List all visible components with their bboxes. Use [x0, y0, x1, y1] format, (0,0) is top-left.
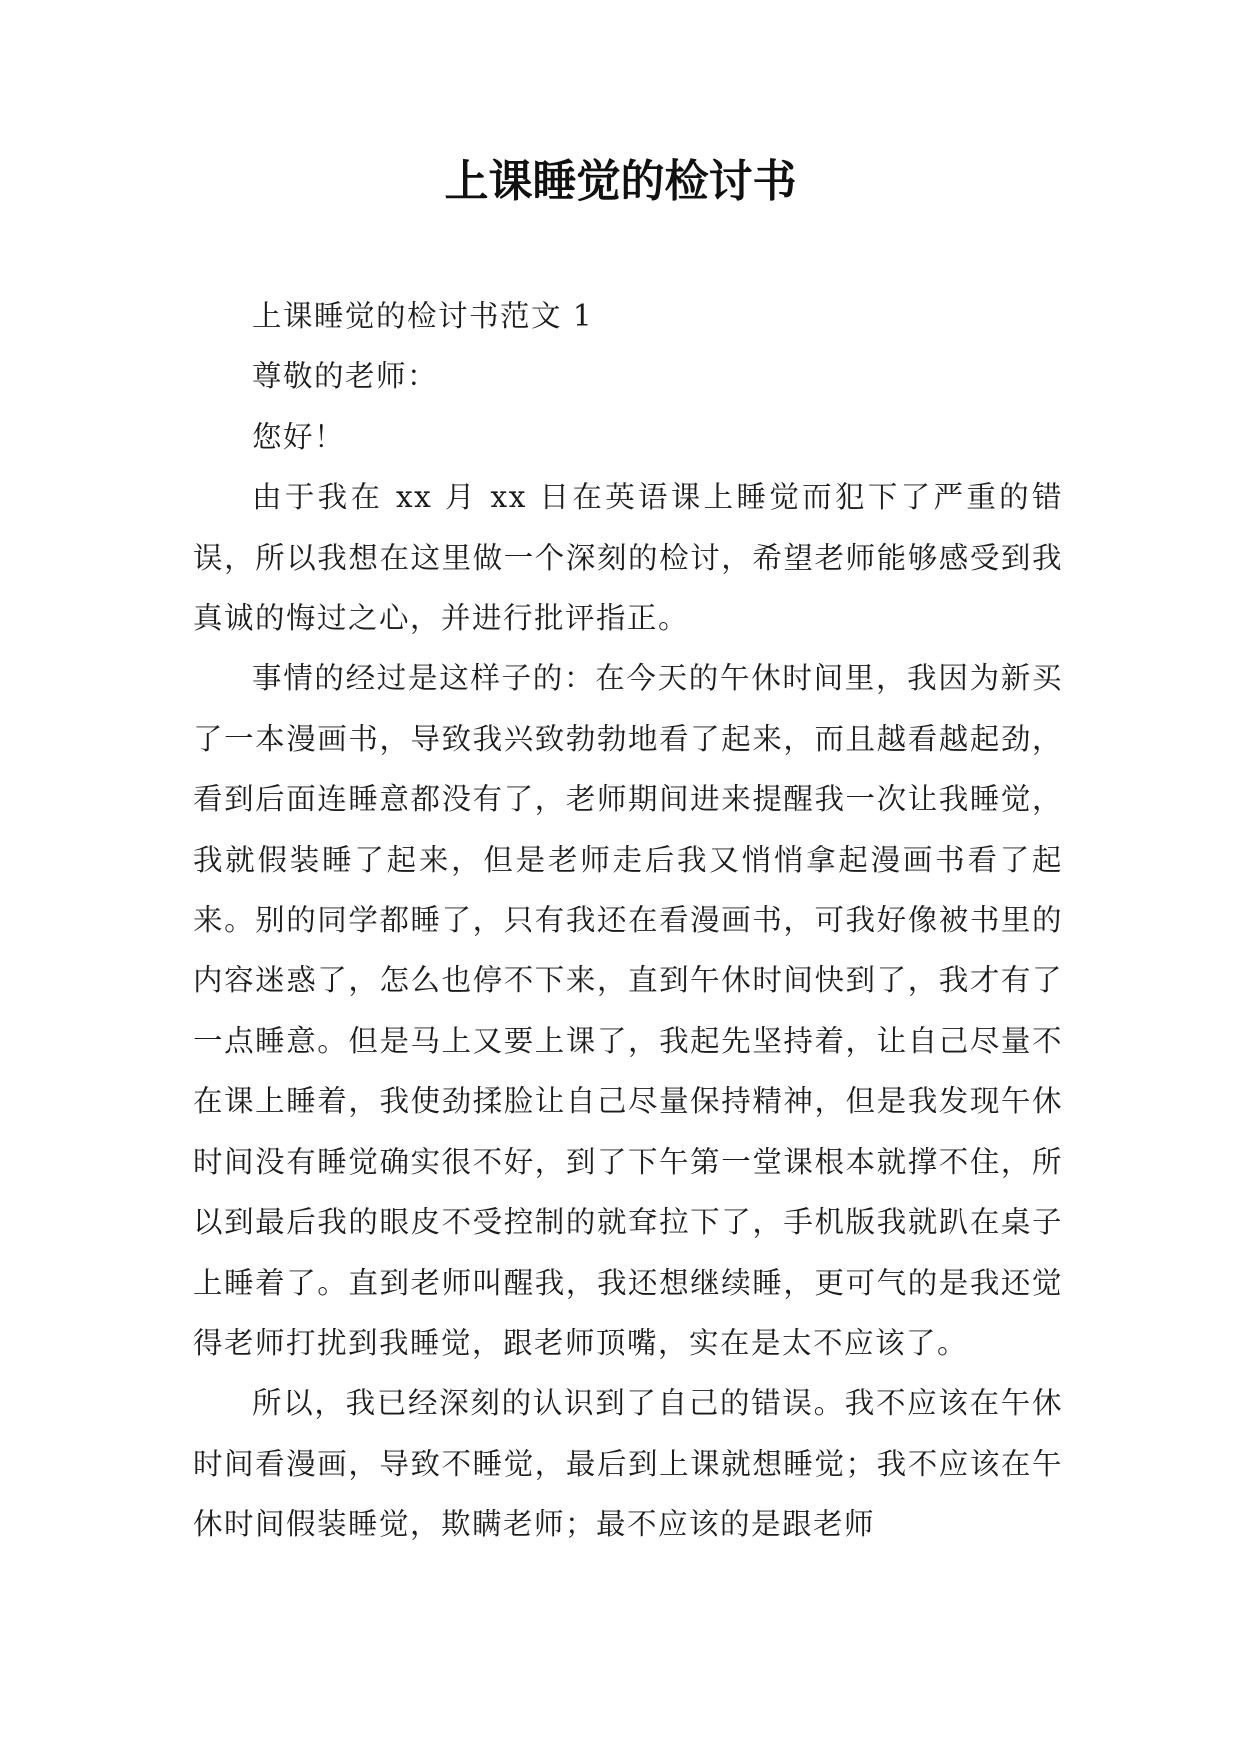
body-paragraph-3: 所以，我已经深刻的认识到了自己的错误。我不应该在午休时间看漫画，导致不睡觉，最后到上课就想睡觉；我不应该在午休时间假装睡觉，欺瞒老师；最不应该的是跟老师	[193, 1386, 1063, 1542]
greeting-line: 您好！	[252, 419, 346, 454]
body-paragraph-1: 由于我在 xx 月 xx 日在英语课上睡觉而犯下了严重的错误，所以我想在这里做一个深刻的检讨，希望老师能够感受到我真诚的悔过之心，并进行批评指正。	[193, 480, 1063, 636]
body-paragraph-2: 事情的经过是这样子的：在今天的午休时间里，我因为新买了一本漫画书，导致我兴致勃勃地看了起来，而且越看越起劲，看到后面连睡意都没有了，老师期间进来提醒我一次让我睡觉，我就假装睡了起来，但是老师走后我又悄悄拿起漫画书看了起来。别的同学都睡了，只有我还在看漫画书，可我好像被书里的内容迷惑了，怎么也停不下来，直到午休时间快到了，我才有了一点睡意。但是马上又要上课了，我起先坚持着，让自己尽量不在课上睡着，我使劲揉脸让自己尽量保持精神，但是我发现午休时间没有睡觉确实很不好，到了下午第一堂课根本就撑不住，所以到最后我的眼皮不受控制的就耷拉下了，手机版我就趴在桌子上睡着了。直到老师叫醒我，我还想继续睡，更可气的是我还觉得老师打扰到我睡觉，跟老师顶嘴，实在是太不应该了。	[193, 661, 1063, 1360]
salutation-line: 尊敬的老师：	[252, 359, 439, 394]
document-title: 上课睡觉的检讨书	[444, 156, 797, 207]
subtitle-line: 上课睡觉的检讨书范文 1	[252, 299, 594, 333]
document-body	[193, 286, 1063, 1555]
